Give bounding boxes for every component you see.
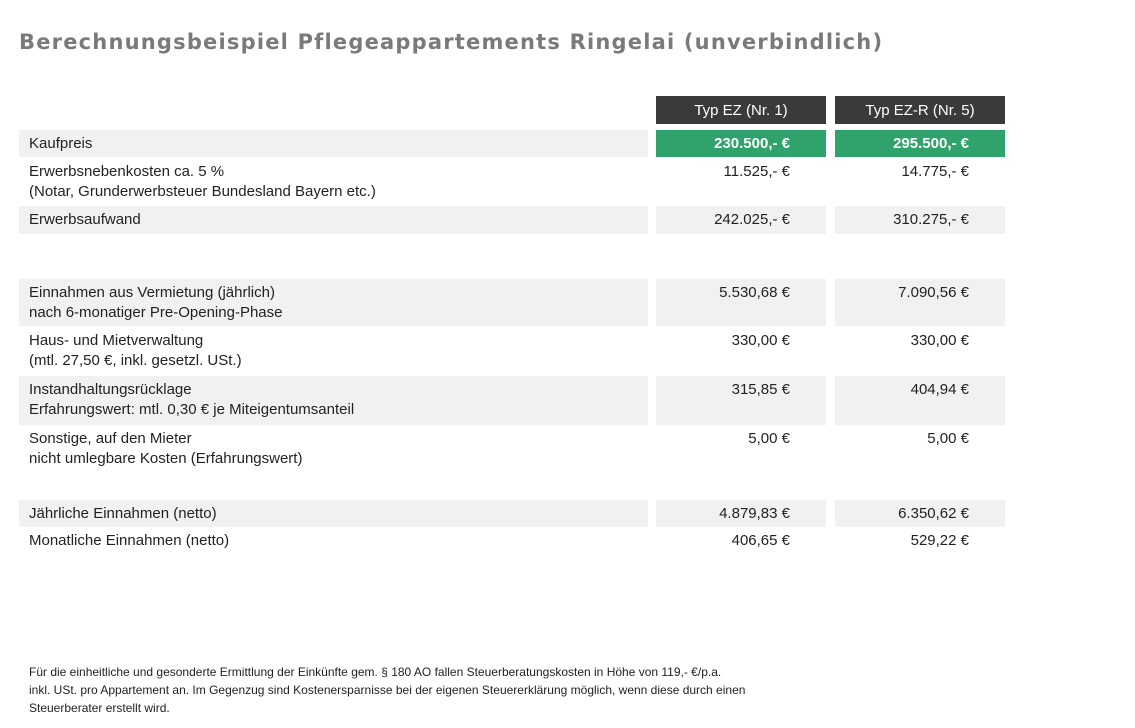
row-label-line: Instandhaltungsrücklage xyxy=(29,381,192,398)
row-label-monatliche-einnahmen xyxy=(19,527,648,554)
footnote-line: Für die einheitliche und gesonderte Ermittlung der Einkünfte gem. § 180 AO fallen Steuerberatungskosten in Höhe von 119,- €/p.a. xyxy=(29,665,722,679)
column-header-typ-ez: Typ EZ (Nr. 1) xyxy=(656,96,826,124)
row-label-line: Monatliche Einnahmen (netto) xyxy=(29,532,230,549)
row-label-hausverwaltung xyxy=(19,327,648,374)
value-einnahmen-vermietung-ez-r: 7.090,56 € xyxy=(835,279,1005,326)
value-instandhaltung-ez: 315,85 € xyxy=(656,376,826,425)
column-header-typ-ez-r: Typ EZ-R (Nr. 5) xyxy=(835,96,1005,124)
row-label-line: Einnahmen aus Vermietung (jährlich) xyxy=(29,284,275,301)
row-label-line: Haus- und Mietverwaltung xyxy=(29,332,204,349)
value-monatliche-einnahmen-ez: 406,65 € xyxy=(731,532,790,549)
value-kaufpreis-ez-r: 295.500,- € xyxy=(835,130,1005,157)
value-erwerbsaufwand-ez-r: 310.275,- € xyxy=(835,206,1005,234)
row-label-subline: (Notar, Grunderwerbsteuer Bundesland Bayern etc.) xyxy=(29,183,376,200)
row-label-einnahmen-vermietung xyxy=(19,279,648,326)
row-label-line: Jährliche Einnahmen (netto) xyxy=(29,505,217,522)
row-label-line: Sonstige, auf den Mieter xyxy=(29,430,192,447)
value-kaufpreis-ez: 230.500,- € xyxy=(656,130,826,157)
value-instandhaltung-ez-r: 404,94 € xyxy=(835,376,1005,425)
value-erwerbsnebenkosten-ez-r: 14.775,- € xyxy=(901,163,969,180)
footnote xyxy=(29,663,849,717)
footnote-line: inkl. USt. pro Appartement an. Im Gegenzug sind Kostenersparnisse bei der eigenen Steuererklärung möglich, wenn diese durch einen xyxy=(29,683,746,697)
page-title: Berechnungsbeispiel Pflegeappartements Ringelai (unverbindlich) xyxy=(19,30,884,54)
row-label-subline: (mtl. 27,50 €, inkl. gesetzl. USt.) xyxy=(29,352,242,369)
row-label-instandhaltung xyxy=(19,376,648,425)
value-monatliche-einnahmen-ez-r: 529,22 € xyxy=(910,532,969,549)
value-erwerbsaufwand-ez: 242.025,- € xyxy=(656,206,826,234)
row-label-line: Erwerbsaufwand xyxy=(29,211,141,228)
value-sonstige-ez-r: 5,00 € xyxy=(927,430,969,447)
value-einnahmen-vermietung-ez: 5.530,68 € xyxy=(656,279,826,326)
row-label-sonstige xyxy=(19,425,648,473)
row-label-erwerbsnebenkosten xyxy=(19,158,648,204)
row-label-subline: nach 6-monatiger Pre-Opening-Phase xyxy=(29,304,283,321)
value-hausverwaltung-ez-r: 330,00 € xyxy=(910,332,969,349)
row-label-line: Kaufpreis xyxy=(29,135,93,152)
value-hausverwaltung-ez: 330,00 € xyxy=(731,332,790,349)
row-label-subline: Erfahrungswert: mtl. 0,30 € je Miteigentumsanteil xyxy=(29,401,355,418)
row-label-jaehrliche-einnahmen xyxy=(19,500,648,527)
row-label-line: Erwerbsnebenkosten ca. 5 % xyxy=(29,163,225,180)
row-label-kaufpreis xyxy=(19,130,648,157)
row-label-erwerbsaufwand xyxy=(19,206,648,234)
footnote-line: Steuerberater erstellt wird. xyxy=(29,701,170,715)
row-label-subline: nicht umlegbare Kosten (Erfahrungswert) xyxy=(29,450,303,467)
value-erwerbsnebenkosten-ez: 11.525,- € xyxy=(723,163,790,180)
value-sonstige-ez: 5,00 € xyxy=(748,430,790,447)
value-jaehrliche-einnahmen-ez: 4.879,83 € xyxy=(656,500,826,527)
value-jaehrliche-einnahmen-ez-r: 6.350,62 € xyxy=(835,500,1005,527)
